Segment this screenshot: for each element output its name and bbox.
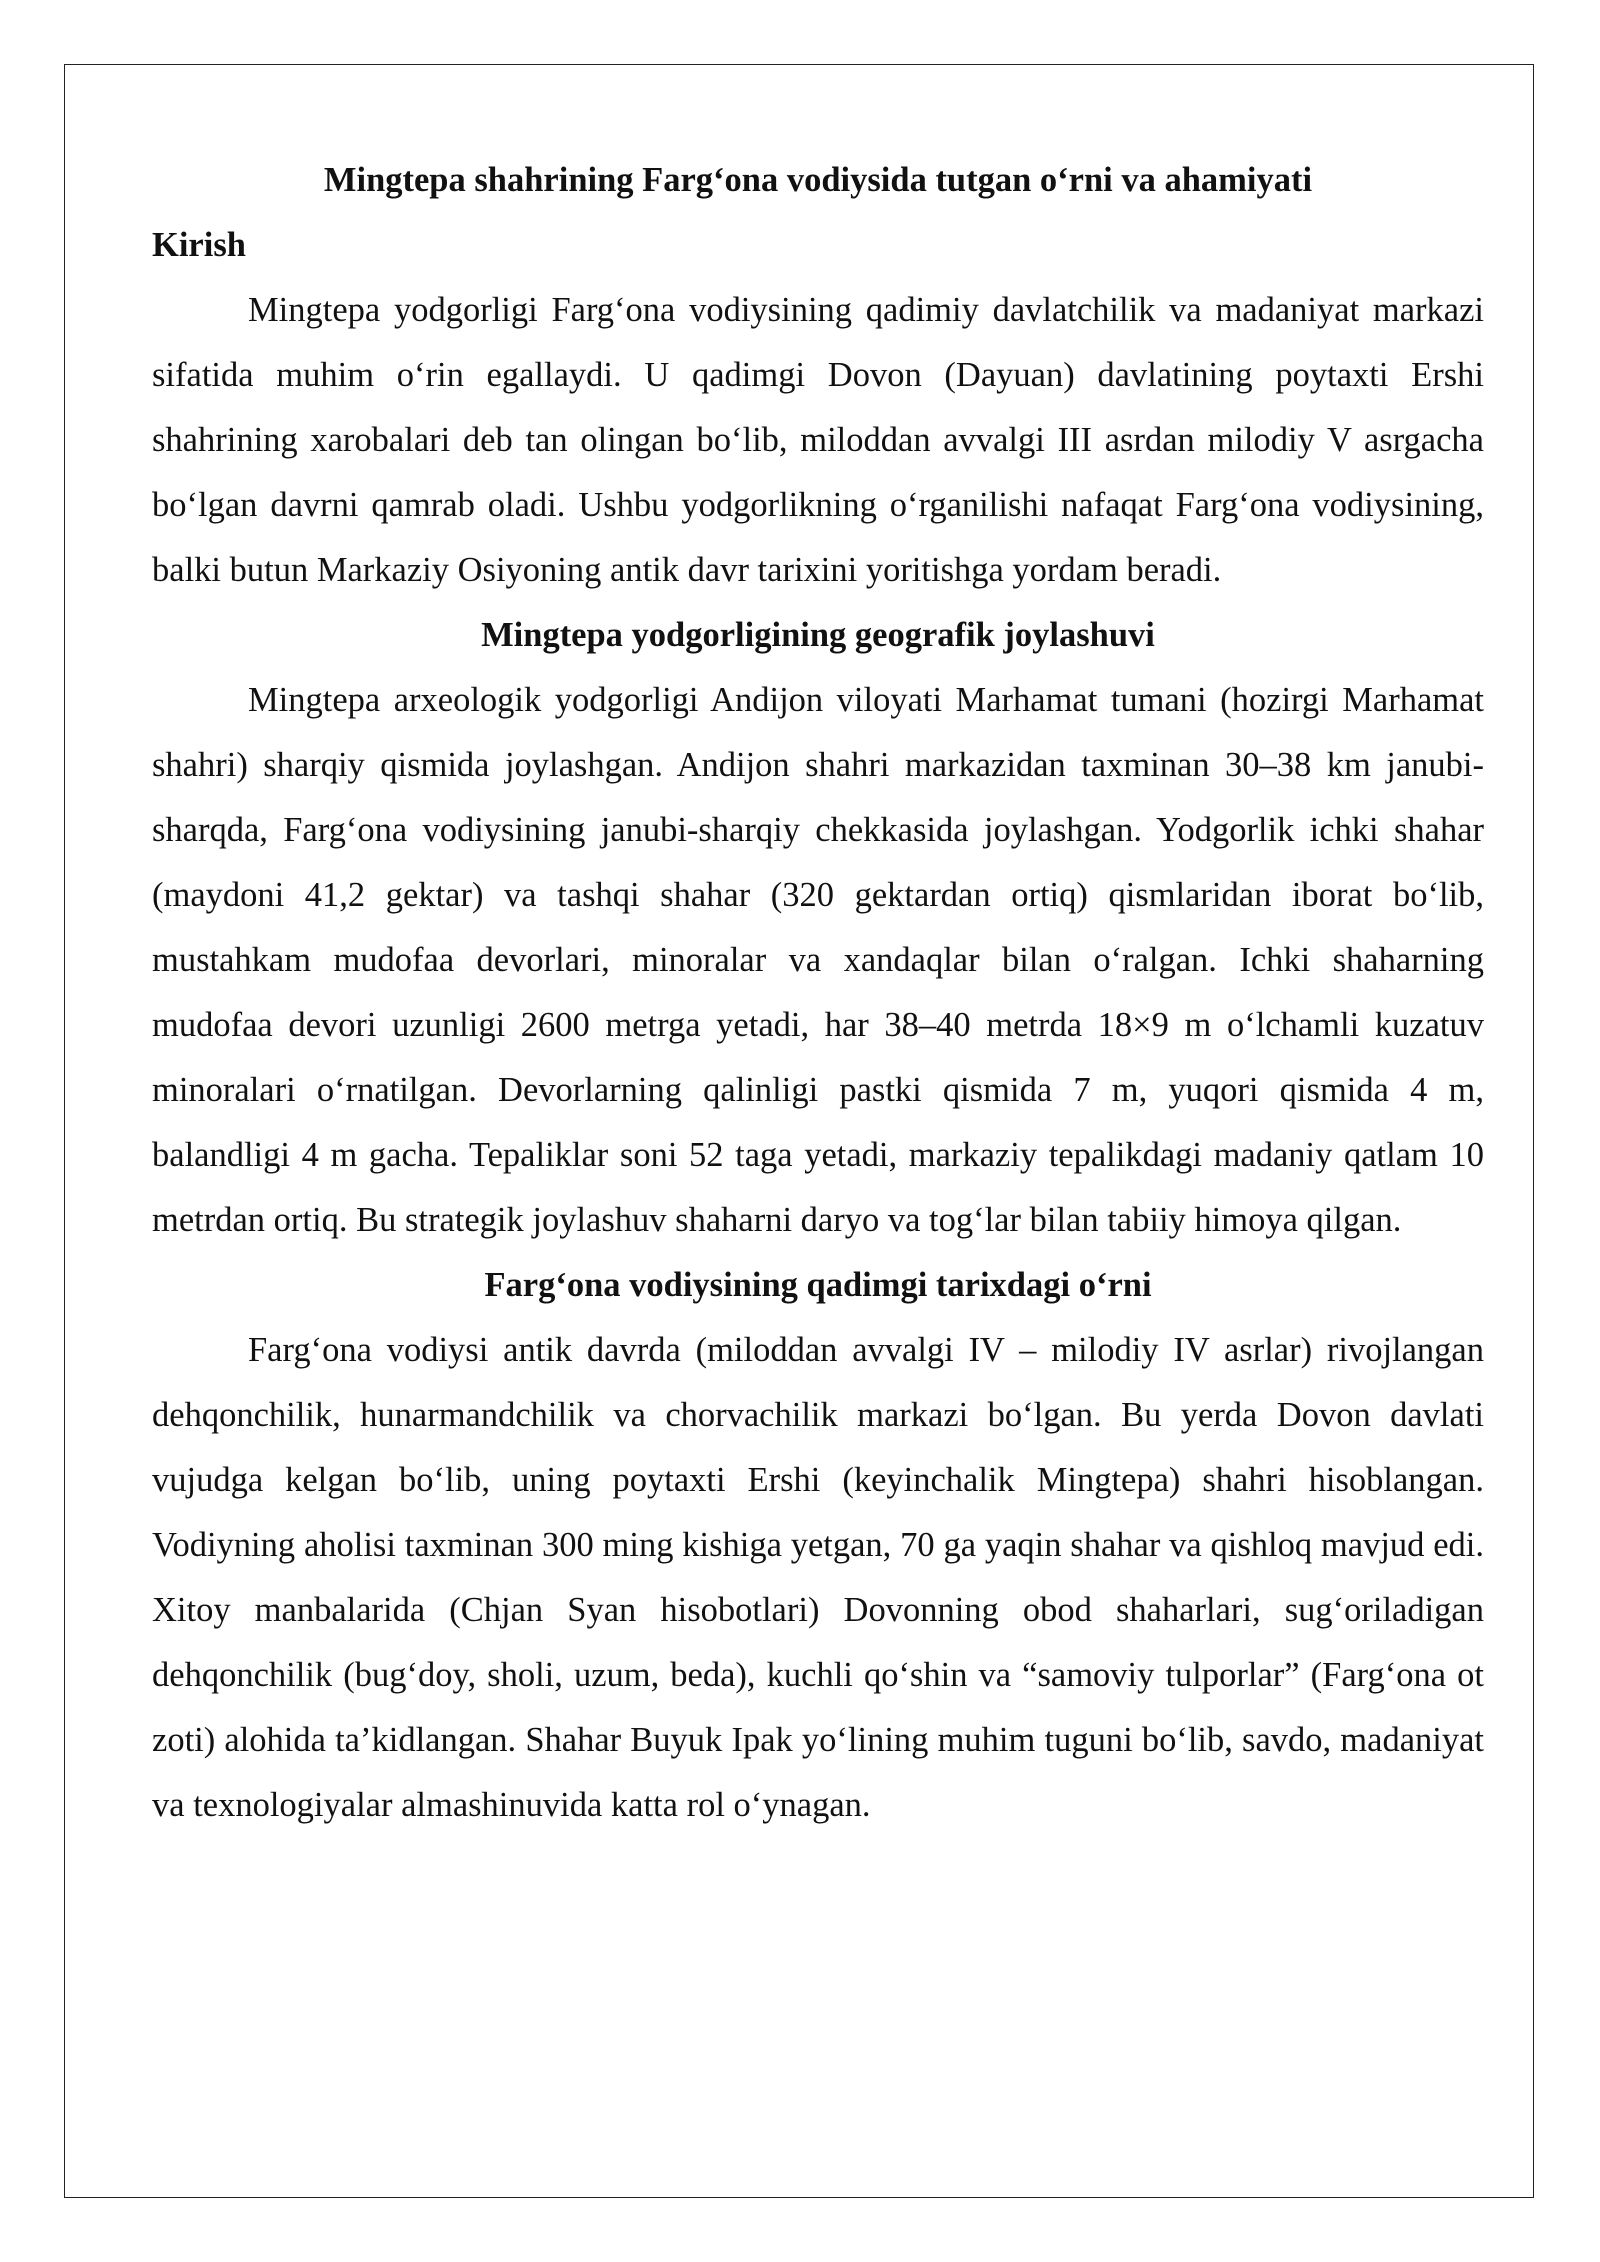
document-body (152, 148, 1484, 1838)
geography-paragraph: Mingtepa arxeologik yodgorligi Andijon viloyati Marhamat tumani (hozirgi Marhamat shahri) sharqiy qismida joylashgan. Andijon shahri markazidan taxminan 30–38 km janubi-sharqda, Farg‘ona vodiysining janubi-sharqiy chekkasida joylashgan. Yodgorlik ichki shahar (maydoni 41,2 gektar) va tashqi shahar (320 gektardan ortiq) qismlaridan iborat bo‘lib, mustahkam mudofaa devorlari, minoralar va xandaqlar bilan o‘ralgan. Ichki shaharning mudofaa devori uzunligi 2600 metrga yetadi, har 38–40 metrda 18×9 m o‘lchamli kuzatuv minoralari o‘rnatilgan. Devorlarning qalinligi pastki qismida 7 m, yuqori qismida 4 m, balandligi 4 m gacha. Tepaliklar soni 52 taga yetadi, markaziy tepalikdagi madaniy qatlam 10 metrdan ortiq. Bu strategik joylashuv shaharni daryo va tog‘lar bilan tabiiy himoya qilgan. (152, 681, 1484, 1239)
section-heading-history: Farg‘ona vodiysining qadimgi tarixdagi o‘rni (484, 1266, 1152, 1304)
intro-paragraph: Mingtepa yodgorligi Farg‘ona vodiysining qadimiy davlatchilik va madaniyat markazi sifatida muhim o‘rin egallaydi. U qadimgi Dovon (Dayuan) davlatining poytaxti Ershi shahrining xarobalari deb tan olingan bo‘lib, miloddan avvalgi III asrdan milodiy V asrgacha bo‘lgan davrni qamrab oladi. Ushbu yodgorlikning o‘rganilishi nafaqat Farg‘ona vodiysining, balki butun Markaziy Osiyoning antik davr tarixini yoritishga yordam beradi. (152, 291, 1484, 589)
section-heading-geography: Mingtepa yodgorligining geografik joylashuvi (481, 616, 1155, 654)
history-paragraph: Farg‘ona vodiysi antik davrda (miloddan avvalgi IV – milodiy IV asrlar) rivojlangan dehqonchilik, hunarmandchilik va chorvachilik markazi bo‘lgan. Bu yerda Dovon davlati vujudga kelgan bo‘lib, uning poytaxti Ershi (keyinchalik Mingtepa) shahri hisoblangan. Vodiyning aholisi taxminan 300 ming kishiga yetgan, 70 ga yaqin shahar va qishloq mavjud edi. Xitoy manbalarida (Chjan Syan hisobotlari) Dovonning obod shaharlari, sug‘oriladigan dehqonchilik (bug‘doy, sholi, uzum, beda), kuchli qo‘shin va “samoviy tulporlar” (Farg‘ona ot zoti) alohida ta’kidlangan. Shahar Buyuk Ipak yo‘lining muhim tuguni bo‘lib, savdo, madaniyat va texnologiyalar almashinuvida katta rol o‘ynagan. (152, 1331, 1484, 1824)
document-title: Mingtepa shahrining Farg‘ona vodiysida tutgan o‘rni va ahamiyati (323, 161, 1313, 199)
intro-heading: Kirish (152, 226, 246, 264)
